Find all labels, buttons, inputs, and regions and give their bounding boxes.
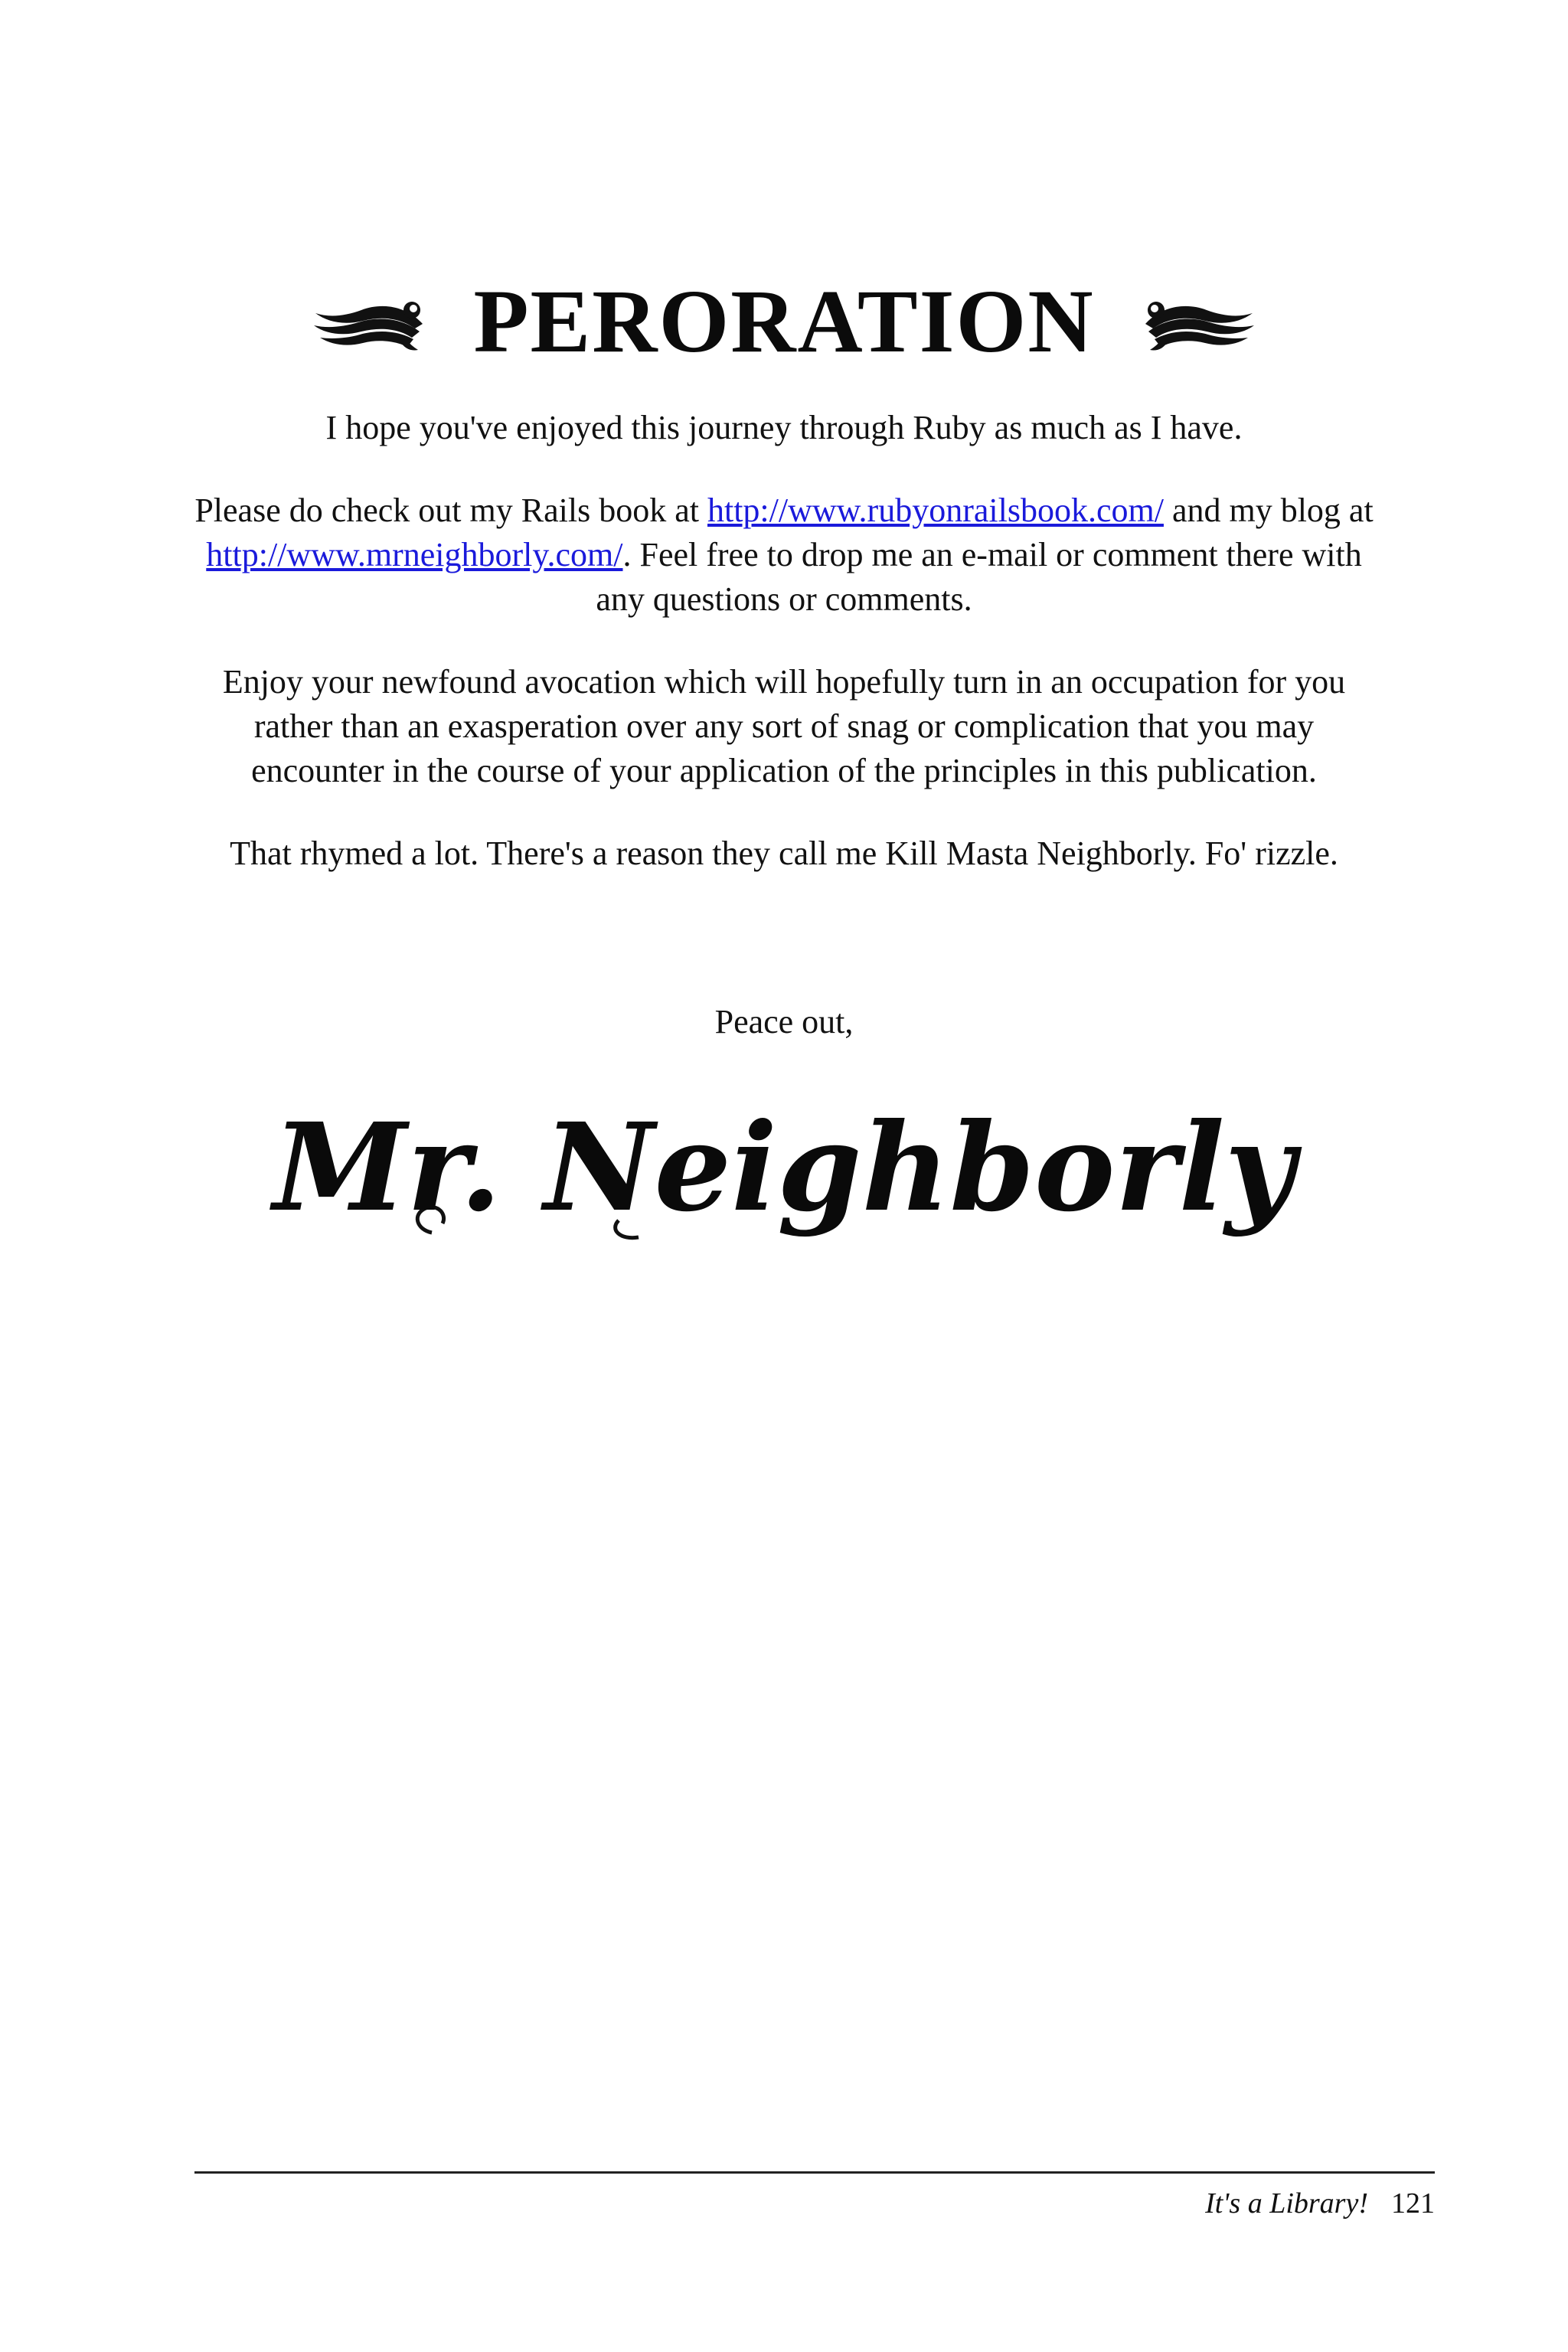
scroll-flourish-icon [1138, 287, 1260, 356]
scroll-flourish-icon [308, 287, 430, 356]
rails-book-link[interactable]: http://www.rubyonrailsbook.com/ [707, 492, 1164, 529]
chapter-header [0, 260, 1568, 383]
paragraph-links-text: Please do check out my Rails book at [194, 492, 707, 529]
signature-text: Mr. Neighborly [273, 1097, 1295, 1239]
salutation: Peace out, [714, 1003, 854, 1040]
body-text [184, 406, 1384, 914]
blog-link[interactable]: http://www.mrneighborly.com/ [206, 536, 623, 573]
paragraph-links-text: . Feel free to drop me an e-mail or comment there with any questions or comments. [596, 536, 1362, 618]
page-number: 121 [1391, 2187, 1435, 2220]
paragraph-links [184, 488, 1384, 622]
paragraph-rhyme: Enjoy your newfound avocation which will hopefully turn in an occupation for you rather than an exasperation over any sort of snag or complication that you may encounter in the course of your application of the principles in this publication. [222, 663, 1346, 789]
running-title: It's a Library! [1205, 2187, 1368, 2220]
signature [0, 1080, 1568, 1248]
paragraph-links-text: and my blog at [1163, 492, 1374, 529]
page-footer [1205, 2185, 1435, 2222]
chapter-title: PERORATION [473, 271, 1095, 371]
signature-image [273, 1080, 1295, 1248]
paragraph-intro: I hope you've enjoyed this journey through Ruby as much as I have. [325, 409, 1243, 446]
footer-divider [194, 2171, 1435, 2174]
paragraph-rhyme-note: That rhymed a lot. There's a reason they call me Kill Masta Neighborly. Fo' rizzle. [230, 835, 1338, 872]
